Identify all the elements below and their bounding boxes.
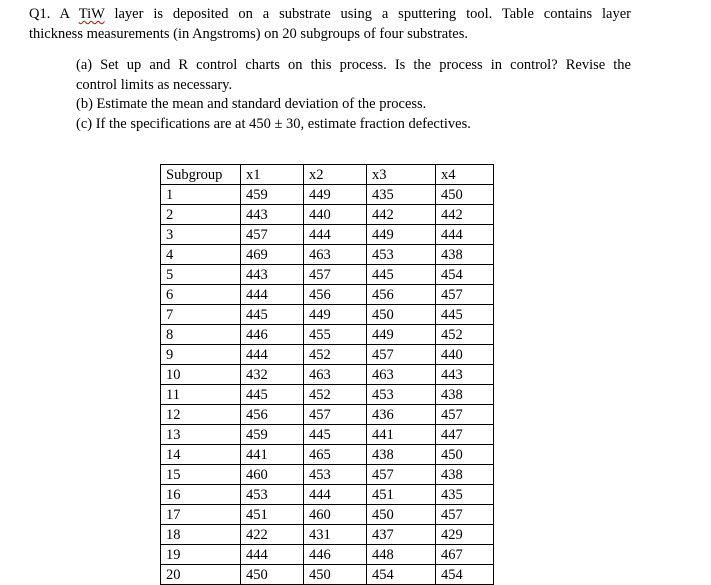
table-cell: 10	[161, 365, 241, 385]
table-cell: 457	[436, 285, 494, 305]
table-cell: 469	[241, 245, 304, 265]
table-cell: 1	[161, 185, 241, 205]
table-cell: 5	[161, 265, 241, 285]
table-cell: 442	[367, 205, 436, 225]
table-cell: 450	[367, 505, 436, 525]
table-cell: 450	[241, 565, 304, 585]
question-text	[29, 4, 631, 44]
table-cell: 450	[367, 305, 436, 325]
table-cell: 463	[304, 245, 367, 265]
table-cell: 449	[367, 325, 436, 345]
table-row	[161, 545, 494, 565]
table-row	[161, 405, 494, 425]
table-cell: 467	[436, 545, 494, 565]
table-cell: 440	[436, 345, 494, 365]
part-a-line-2: control limits as necessary.	[76, 76, 233, 93]
table-cell: 454	[367, 565, 436, 585]
table-cell: 445	[304, 425, 367, 445]
table-cell: 2	[161, 205, 241, 225]
table-row	[161, 485, 494, 505]
table-cell: 445	[241, 385, 304, 405]
table-cell: 446	[304, 545, 367, 565]
table-cell: 3	[161, 225, 241, 245]
table-cell: 450	[436, 445, 494, 465]
table-cell: 453	[241, 485, 304, 505]
material-name-misspelled: TiW	[78, 6, 105, 22]
table-cell: 451	[367, 485, 436, 505]
table-cell: 438	[436, 245, 494, 265]
table-header-cell: Subgroup	[161, 165, 241, 185]
table-row	[161, 345, 494, 365]
question-prefix: Q1. A	[29, 6, 79, 22]
table-cell: 438	[367, 445, 436, 465]
table-cell: 17	[161, 505, 241, 525]
table-cell: 443	[241, 265, 304, 285]
table-row	[161, 365, 494, 385]
table-cell: 457	[367, 345, 436, 365]
table-row	[161, 245, 494, 265]
table-cell: 432	[241, 365, 304, 385]
table-cell: 448	[367, 545, 436, 565]
table-cell: 465	[304, 445, 367, 465]
table-cell: 449	[304, 305, 367, 325]
table-cell: 463	[367, 365, 436, 385]
table-row	[161, 185, 494, 205]
table-header-cell: x4	[436, 165, 494, 185]
table-row	[161, 505, 494, 525]
table-cell: 438	[436, 465, 494, 485]
table-cell: 457	[436, 405, 494, 425]
table-header-cell: x1	[241, 165, 304, 185]
table-row	[161, 265, 494, 285]
table-cell: 444	[304, 485, 367, 505]
table-cell: 450	[436, 185, 494, 205]
table-cell: 19	[161, 545, 241, 565]
table-cell: 460	[241, 465, 304, 485]
table-cell: 14	[161, 445, 241, 465]
table-row	[161, 385, 494, 405]
table-cell: 445	[367, 265, 436, 285]
table-cell: 444	[436, 225, 494, 245]
table-cell: 11	[161, 385, 241, 405]
table-cell: 437	[367, 525, 436, 545]
table-cell: 457	[304, 265, 367, 285]
table-cell: 438	[436, 385, 494, 405]
table-cell: 450	[304, 565, 367, 585]
table-cell: 443	[436, 365, 494, 385]
table-cell: 441	[241, 445, 304, 465]
table-cell: 452	[436, 325, 494, 345]
table-row	[161, 525, 494, 545]
table-body	[161, 165, 494, 585]
table-cell: 453	[304, 465, 367, 485]
table-cell: 449	[367, 225, 436, 245]
table-cell: 456	[241, 405, 304, 425]
table-cell: 453	[367, 385, 436, 405]
table-cell: 440	[304, 205, 367, 225]
table-cell: 457	[304, 405, 367, 425]
question-parts	[76, 56, 631, 134]
table-cell: 444	[241, 345, 304, 365]
table-cell: 456	[304, 285, 367, 305]
table-cell: 431	[304, 525, 367, 545]
table-cell: 460	[304, 505, 367, 525]
table-cell: 445	[241, 305, 304, 325]
table-cell: 457	[436, 505, 494, 525]
table-cell: 443	[241, 205, 304, 225]
table-row	[161, 305, 494, 325]
table-cell: 457	[241, 225, 304, 245]
table-cell: 435	[367, 185, 436, 205]
table-cell: 435	[436, 485, 494, 505]
table-cell: 451	[241, 505, 304, 525]
part-b: (b) Estimate the mean and standard deviation of the process.	[76, 96, 427, 112]
table-cell: 8	[161, 325, 241, 345]
table-row	[161, 425, 494, 445]
table-cell: 13	[161, 425, 241, 445]
table-cell: 449	[304, 185, 367, 205]
table-cell: 444	[241, 285, 304, 305]
table-header-cell: x3	[367, 165, 436, 185]
table-cell: 7	[161, 305, 241, 325]
table-row	[161, 205, 494, 225]
table-cell: 12	[161, 405, 241, 425]
table-row	[161, 325, 494, 345]
table-row	[161, 445, 494, 465]
table-cell: 459	[241, 185, 304, 205]
table-cell: 16	[161, 485, 241, 505]
table-cell: 9	[161, 345, 241, 365]
table-cell: 447	[436, 425, 494, 445]
table-row	[161, 225, 494, 245]
table-cell: 442	[436, 205, 494, 225]
table-cell: 20	[161, 565, 241, 585]
table-cell: 446	[241, 325, 304, 345]
table-cell: 15	[161, 465, 241, 485]
table-row	[161, 465, 494, 485]
table-cell: 456	[367, 285, 436, 305]
question-line-1	[29, 4, 631, 24]
table-cell: 453	[367, 245, 436, 265]
table-cell: 441	[367, 425, 436, 445]
table-cell: 429	[436, 525, 494, 545]
question-line-1-rest: layer is deposited on a substrate using a sputtering tool. Table contains layer	[104, 6, 631, 22]
thickness-table	[160, 164, 494, 585]
table-header-row	[161, 165, 494, 185]
table-cell: 4	[161, 245, 241, 265]
part-c: (c) If the specifications are at 450 ± 30, estimate fraction defectives.	[76, 115, 471, 132]
table-cell: 455	[304, 325, 367, 345]
table-cell: 452	[304, 345, 367, 365]
part-a-line-1: (a) Set up and R control charts on this process. Is the process in control? Revise the	[76, 57, 631, 73]
table-cell: 6	[161, 285, 241, 305]
table-cell: 444	[241, 545, 304, 565]
table-cell: 454	[436, 565, 494, 585]
table-cell: 422	[241, 525, 304, 545]
table-cell: 436	[367, 405, 436, 425]
table-cell: 457	[367, 465, 436, 485]
table-cell: 459	[241, 425, 304, 445]
table-cell: 454	[436, 265, 494, 285]
question-line-2: thickness measurements (in Angstroms) on 20 subgroups of four substrates.	[29, 26, 468, 42]
table-cell: 444	[304, 225, 367, 245]
table-cell: 445	[436, 305, 494, 325]
table-cell: 18	[161, 525, 241, 545]
table-header-cell: x2	[304, 165, 367, 185]
table-cell: 452	[304, 385, 367, 405]
table-row	[161, 285, 494, 305]
table-cell: 463	[304, 365, 367, 385]
